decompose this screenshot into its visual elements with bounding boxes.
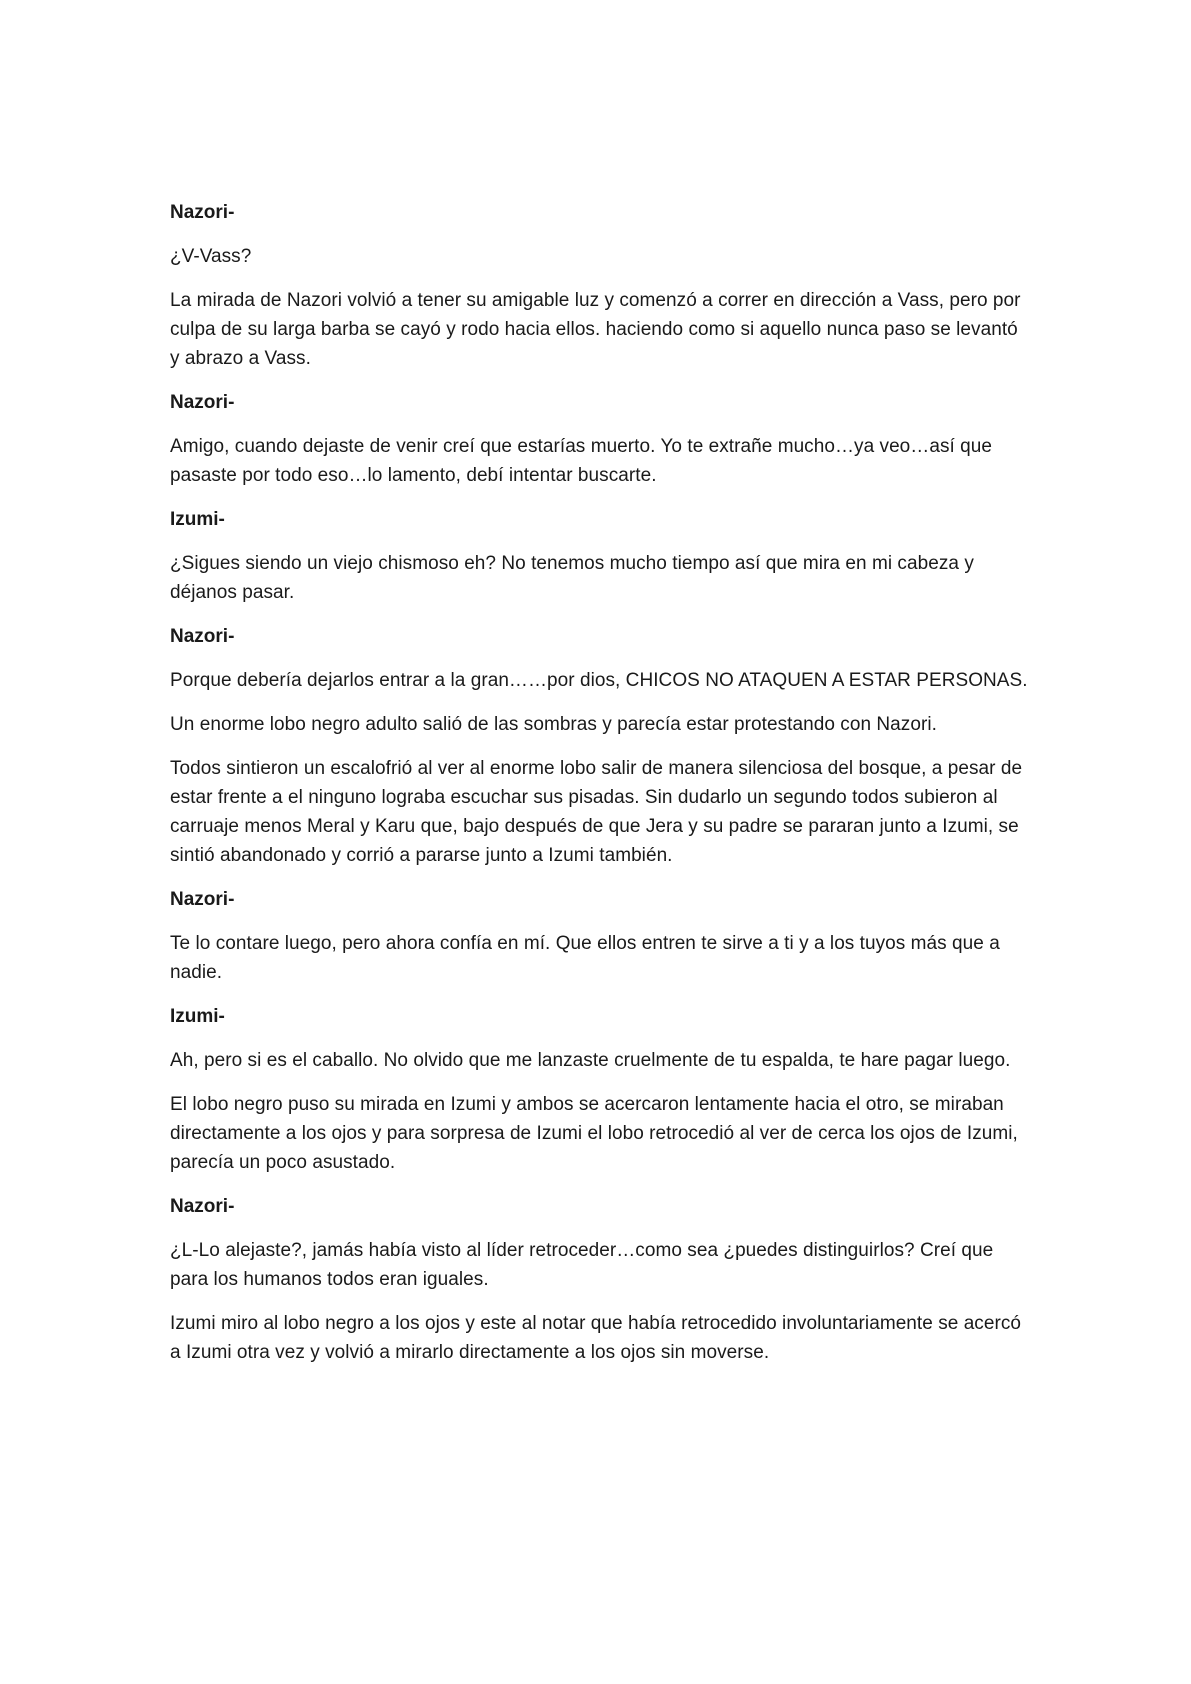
narration-paragraph: El lobo negro puso su mirada en Izumi y ambos se acercaron lentamente hacia el otro, se miraban directamente a los ojos y para sorpresa de Izumi el lobo retrocedió al ver de cerca los ojos de Izumi, parecía un poco asustado. — [170, 1094, 1018, 1173]
speaker-label: Nazori- — [170, 392, 235, 413]
speaker-label: Nazori- — [170, 1196, 235, 1217]
narration-paragraph: Todos sintieron un escalofrió al ver al enorme lobo salir de manera silenciosa del bosque, a pesar de estar frente a el ninguno lograba escuchar sus pisadas. Sin dudarlo un segundo todos subieron al carruaje menos Meral y Karu que, bajo después de que Jera y su padre se pararan junto a Izumi, se sintió abandonado y corrió a pararse junto a Izumi también. — [170, 758, 1023, 866]
narration-paragraph: Izumi miro al lobo negro a los ojos y este al notar que había retrocedido involuntariamente se acercó a Izumi otra vez y volvió a mirarlo directamente a los ojos sin moverse. — [170, 1313, 1022, 1363]
speaker-label: Nazori- — [170, 626, 235, 647]
speaker-label: Izumi- — [170, 1006, 225, 1027]
narration-paragraph: Un enorme lobo negro adulto salió de las sombras y parecía estar protestando con Nazori. — [170, 714, 937, 735]
narration-paragraph: La mirada de Nazori volvió a tener su amigable luz y comenzó a correr en dirección a Vass, pero por culpa de su larga barba se cayó y rodo hacia ellos. haciendo como si aquello nunca paso se levantó y abrazo a Vass. — [170, 290, 1021, 369]
dialogue-line: Ah, pero si es el caballo. No olvido que me lanzaste cruelmente de tu espalda, te hare pagar luego. — [170, 1050, 1011, 1071]
speaker-label: Nazori- — [170, 889, 235, 910]
dialogue-line: ¿L-Lo alejaste?, jamás había visto al líder retroceder…como sea ¿puedes distinguirlos? Creí que para los humanos todos eran iguales. — [170, 1240, 994, 1290]
dialogue-line: ¿V-Vass? — [170, 246, 252, 267]
dialogue-line: Amigo, cuando dejaste de venir creí que estarías muerto. Yo te extrañe mucho…ya veo…así que pasaste por todo eso…lo lamento, debí intentar buscarte. — [170, 436, 993, 486]
speaker-label: Nazori- — [170, 202, 235, 223]
document-page — [170, 198, 1030, 1382]
dialogue-line: Porque debería dejarlos entrar a la gran……por dios, CHICOS NO ATAQUEN A ESTAR PERSONAS. — [170, 670, 1028, 691]
dialogue-line: Te lo contare luego, pero ahora confía en mí. Que ellos entren te sirve a ti y a los tuyos más que a nadie. — [170, 933, 1000, 983]
speaker-label: Izumi- — [170, 509, 225, 530]
dialogue-line: ¿Sigues siendo un viejo chismoso eh? No tenemos mucho tiempo así que mira en mi cabeza y déjanos pasar. — [170, 553, 974, 603]
